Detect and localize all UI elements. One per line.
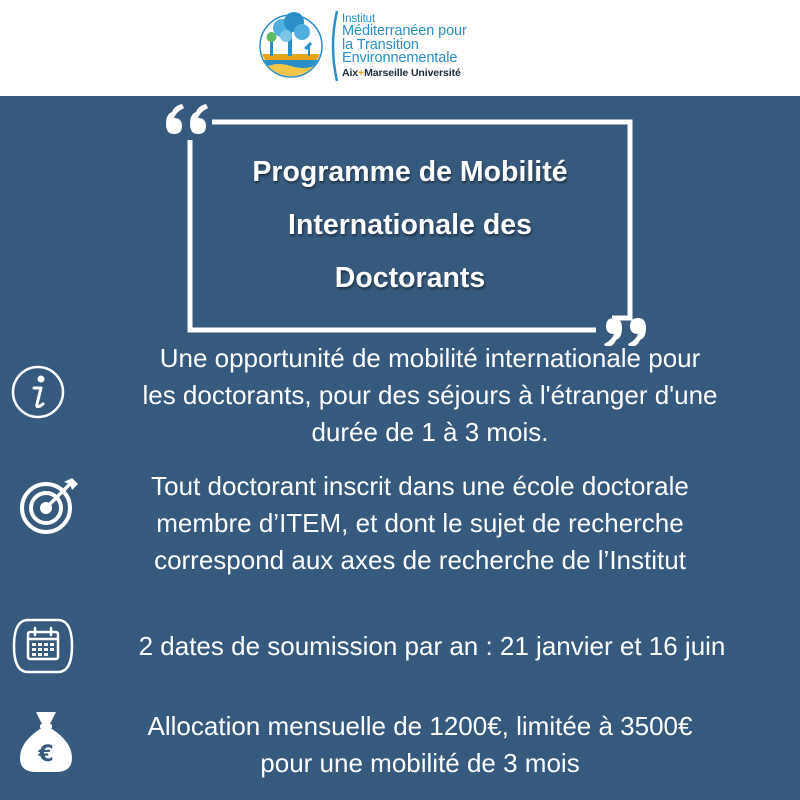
title-line-1: Programme de Mobilité: [252, 156, 568, 188]
logo-line-3: Environnementale: [342, 50, 458, 66]
deadlines-item: [0, 620, 800, 676]
logo-small-label: Institut: [342, 13, 376, 25]
open-quote-icon: [166, 104, 208, 134]
logo-emblem-icon: [258, 8, 324, 84]
eligibility-line-2: membre d’ITEM, et dont le sujet de recherche: [156, 508, 684, 538]
eligibility-item: [0, 468, 800, 586]
logo-line-2: la Transition: [342, 36, 419, 53]
deadlines-text: [82, 628, 782, 665]
allowance-item: [0, 708, 800, 800]
target-icon: [16, 474, 80, 538]
info-line-2: les doctorants, pour des séjours à l'étranger d'une: [142, 380, 718, 410]
logo-bracket-icon: [328, 10, 338, 82]
info-line-3: durée de 1 à 3 mois.: [311, 417, 549, 447]
deadlines-line-1: 2 dates de soumission par an : 21 janvier et 16 juin: [138, 631, 726, 661]
logo-university: Aix+Marseille Université: [342, 66, 461, 79]
allowance-text: [70, 708, 770, 782]
eligibility-line-3: correspond aux axes de recherche de l’Institut: [154, 545, 686, 575]
info-icon: [10, 364, 66, 420]
allowance-line-2: pour une mobilité de 3 mois: [260, 748, 580, 778]
info-text: [80, 340, 780, 451]
header: [0, 0, 800, 96]
info-item: [0, 340, 800, 458]
eligibility-line-1: Tout doctorant inscrit dans une école doctorale: [151, 471, 689, 501]
eligibility-text: [90, 468, 750, 579]
euro-symbol: €: [38, 742, 54, 767]
logo-line-1: Méditerranéen pour: [342, 23, 467, 39]
title-line-2: Internationale des: [288, 209, 532, 241]
allowance-line-1: Allocation mensuelle de 1200€, limitée à 3500€: [147, 711, 693, 741]
logo-text: [342, 13, 467, 79]
institute-logo: [258, 8, 538, 84]
title-line-3: Doctorants: [334, 262, 486, 294]
calendar-icon: [10, 616, 76, 676]
page-title: [190, 146, 630, 305]
money-bag-icon: [16, 708, 76, 774]
info-line-1: Une opportunité de mobilité internationale pour: [159, 343, 701, 373]
